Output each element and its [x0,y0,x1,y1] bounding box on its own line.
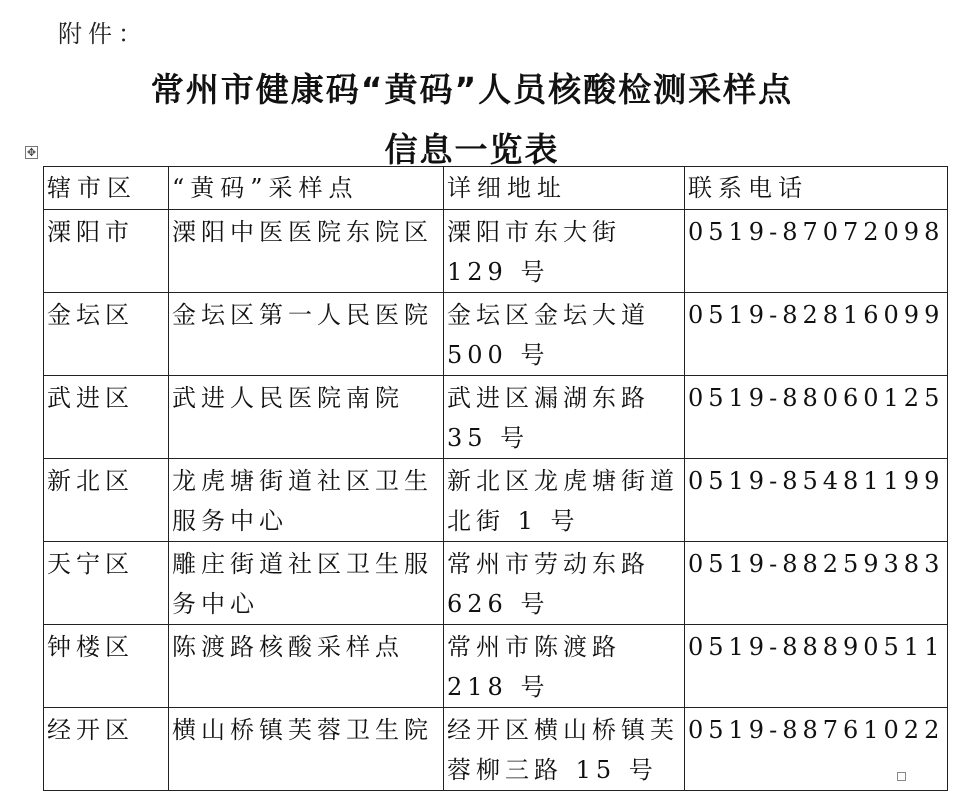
table-header-row [44,167,948,210]
district-cell: 天宁区 [44,542,169,625]
district-cell: 溧阳市 [44,210,169,293]
table-row [44,708,948,791]
district-cell: 钟楼区 [44,625,169,708]
phone-cell: 0519-82816099 [685,293,948,376]
site-cell: 龙虎塘街道社区卫生服务中心 [169,459,444,542]
header-site: “黄码”采样点 [169,167,444,210]
table-row [44,459,948,542]
phone-cell: 0519-88890511 [685,625,948,708]
table-row [44,293,948,376]
phone-cell: 0519-88259383 [685,542,948,625]
table-row [44,625,948,708]
address-cell: 常州市陈渡路 218 号 [444,625,685,708]
site-cell: 金坛区第一人民医院 [169,293,444,376]
district-cell: 金坛区 [44,293,169,376]
address-cell: 经开区横山桥镇芙蓉柳三路 15 号 [444,708,685,791]
phone-cell: 0519-87072098 [685,210,948,293]
table-resize-handle[interactable] [897,772,906,781]
phone-cell: 0519-88060125 [685,376,948,459]
address-cell: 常州市劳动东路 626 号 [444,542,685,625]
site-cell: 武进人民医院南院 [169,376,444,459]
header-phone: 联系电话 [685,167,948,210]
document-title-line-2: 信息一览表 [384,130,560,169]
phone-cell: 0519-85481199 [685,459,948,542]
header-address: 详细地址 [444,167,685,210]
document-title-line-1: 常州市健康码“黄码”人员核酸检测采样点 [150,70,794,109]
attachment-label: 附件： [58,20,148,48]
site-cell: 雕庄街道社区卫生服务中心 [169,542,444,625]
site-cell: 溧阳中医医院东院区 [169,210,444,293]
site-cell: 陈渡路核酸采样点 [169,625,444,708]
table-move-handle-icon[interactable]: ✥ [26,146,37,159]
table-row [44,542,948,625]
table-row [44,376,948,459]
phone-cell: 0519-88761022 [685,708,948,791]
district-cell: 经开区 [44,708,169,791]
district-cell: 武进区 [44,376,169,459]
address-cell: 武进区漏湖东路 35 号 [444,376,685,459]
address-cell: 金坛区金坛大道 500 号 [444,293,685,376]
address-cell: 新北区龙虎塘街道北街 1 号 [444,459,685,542]
header-district: 辖市区 [44,167,169,210]
site-cell: 横山桥镇芙蓉卫生院 [169,708,444,791]
district-cell: 新北区 [44,459,169,542]
table-row [44,210,948,293]
testing-sites-table [43,166,948,791]
address-cell: 溧阳市东大街 129 号 [444,210,685,293]
